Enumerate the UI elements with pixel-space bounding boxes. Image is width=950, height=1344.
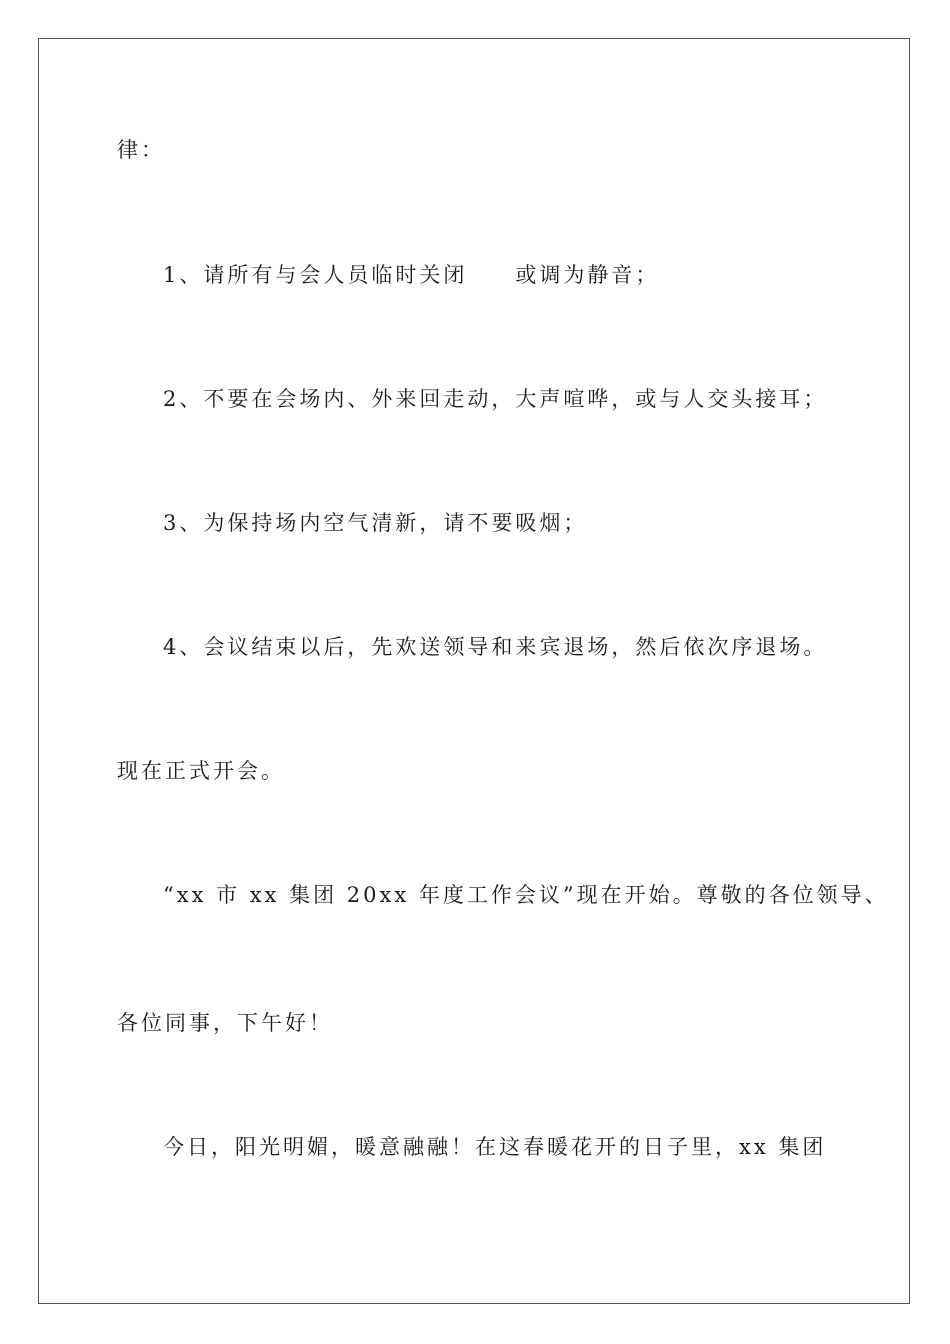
- rule-item-1: 1、请所有与会人员临时关闭 或调为静音；: [163, 263, 660, 287]
- text-line-1: 律：: [117, 138, 165, 162]
- page-frame: [38, 38, 910, 1304]
- rule-item-4: 4、会议结束以后，先欢送领导和来宾退场，然后依次序退场。: [163, 635, 828, 659]
- text-line-7: “xx 市 xx 集团 20xx 年度工作会议”现在开始。尊敬的各位领导、: [163, 883, 889, 907]
- rule-item-3: 3、为保持场内空气清新，请不要吸烟；: [163, 511, 588, 535]
- rule-item-2: 2、不要在会场内、外来回走动，大声喧哗，或与人交头接耳；: [163, 387, 828, 411]
- text-line-9: 今日，阳光明媚，暖意融融！在这春暖花开的日子里，xx 集团: [163, 1135, 827, 1159]
- text-line-6: 现在正式开会。: [117, 759, 285, 783]
- text-line-8: 各位同事，下午好！: [117, 1011, 333, 1035]
